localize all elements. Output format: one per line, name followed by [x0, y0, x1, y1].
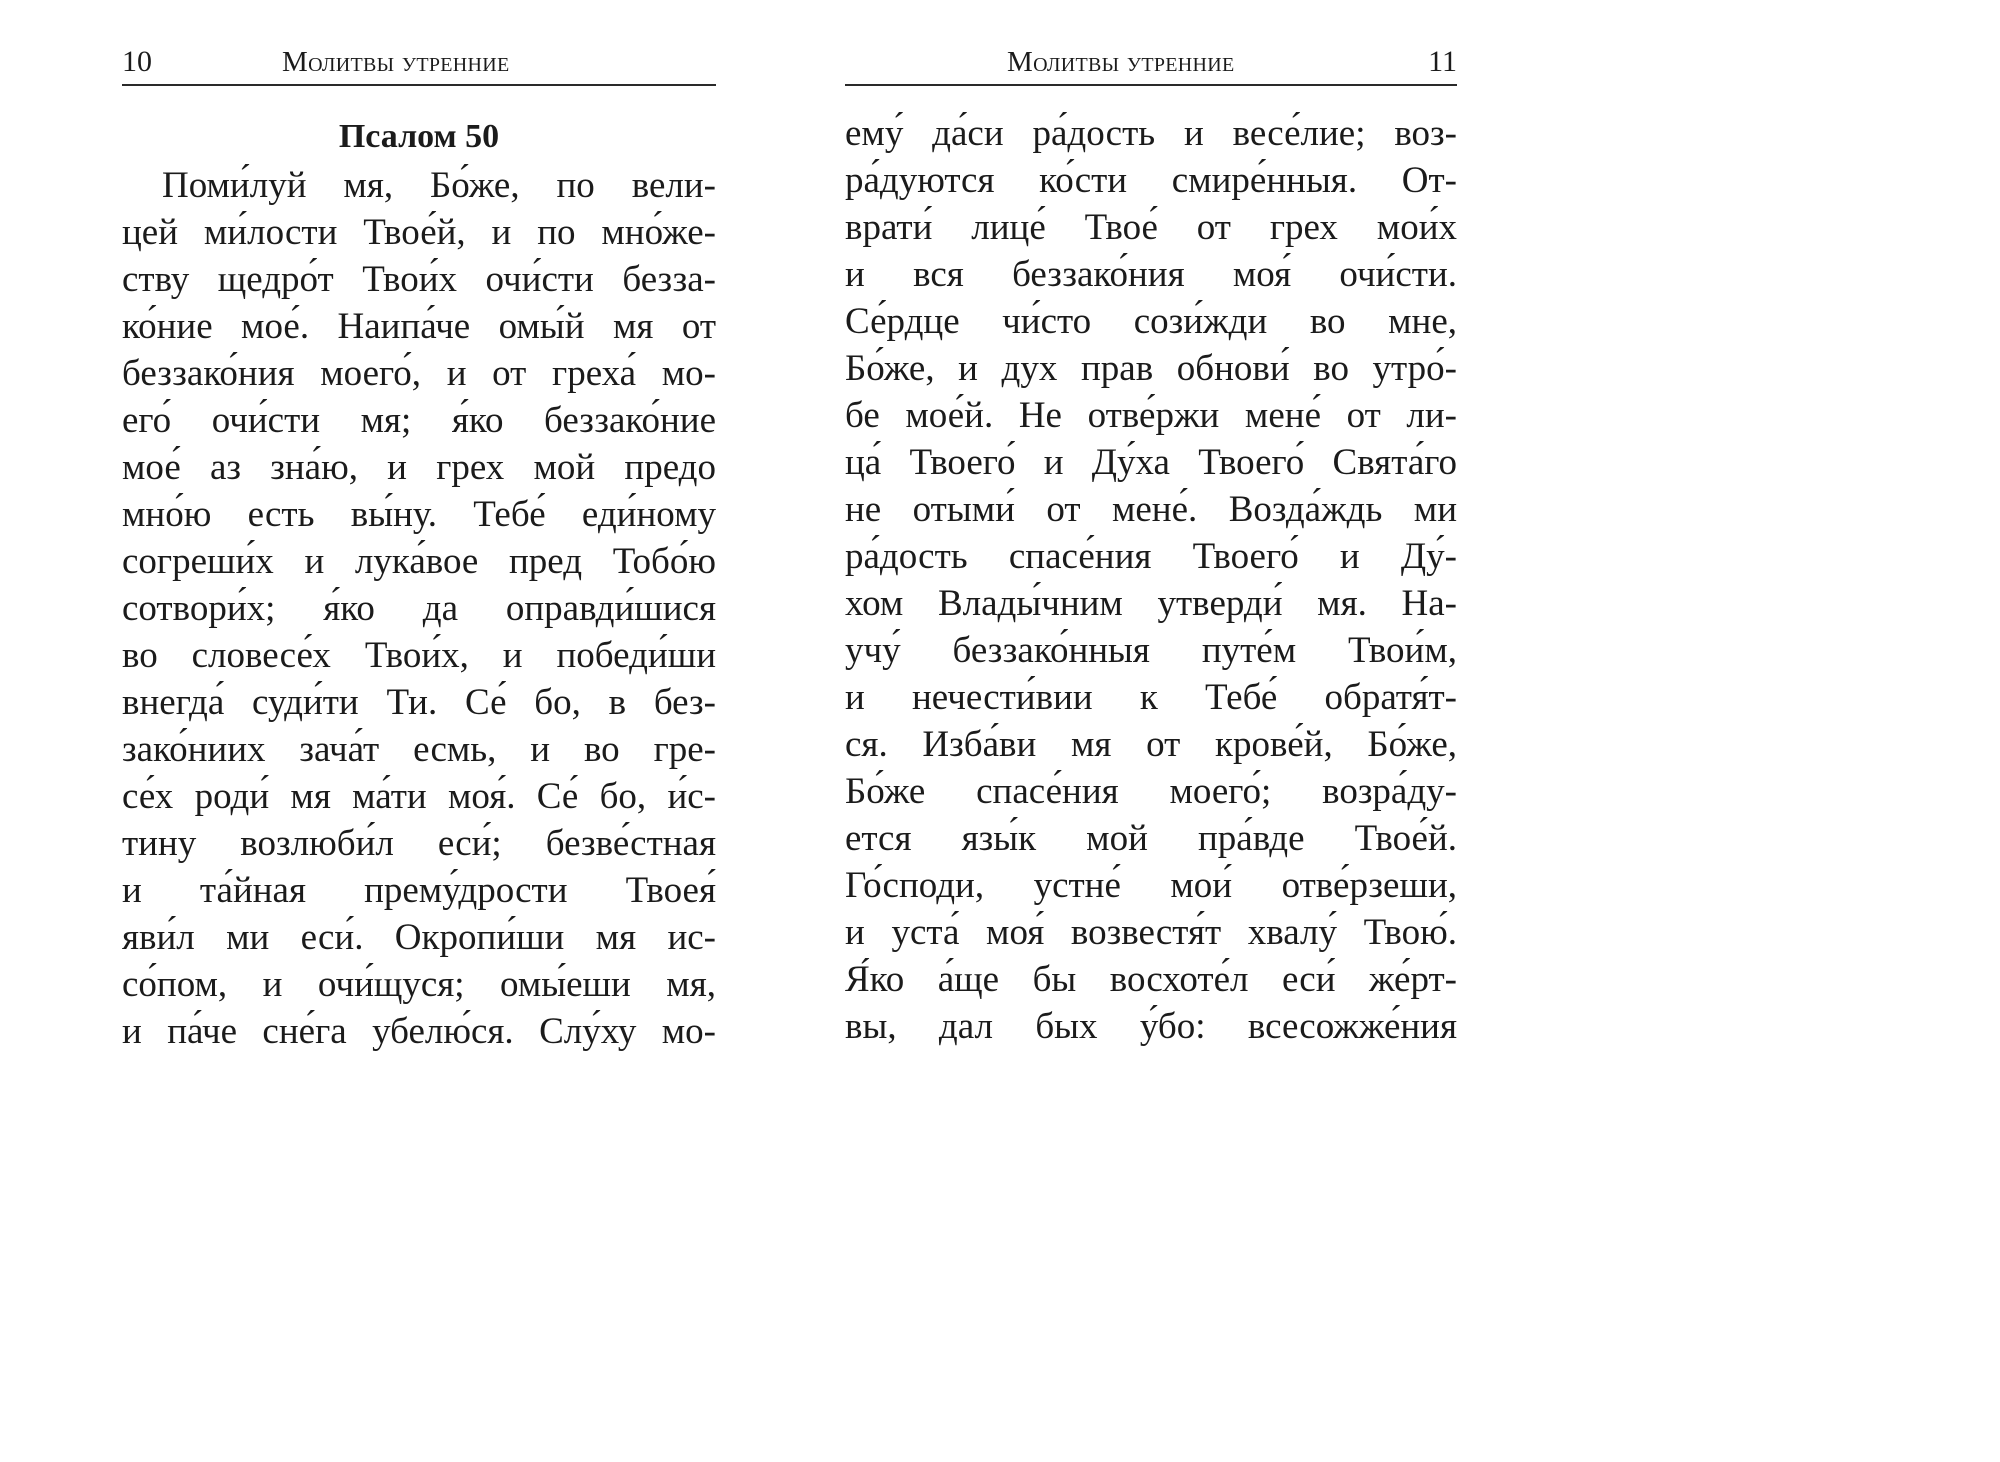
text-line: мое́ аз зна́ю, и грех мой предо — [122, 447, 716, 488]
section-title-left: Молитвы утренние — [282, 46, 510, 78]
text-line: Поми́луй мя, Бо́же, по вели- — [162, 165, 716, 206]
left-page — [122, 0, 716, 1143]
text-line: и уста́ моя́ возвестя́т хвалу́ Твою́. — [845, 912, 1457, 953]
right-page-text — [845, 110, 1457, 1050]
text-line: не отыми́ от мене́. Возда́ждь ми — [845, 489, 1457, 530]
page-number-right: 11 — [1428, 45, 1457, 78]
text-line: и па́че сне́га убелю́ся. Слу́ху мо- — [122, 1011, 716, 1052]
text-line: ется язы́к мой пра́вде Твое́й. — [845, 818, 1457, 859]
text-line: цей ми́лости Твое́й, и по мно́же- — [122, 212, 716, 253]
text-line: яви́л ми еси́. Окропи́ши мя ис- — [122, 917, 716, 958]
text-line: его́ очи́сти мя; я́ко беззако́ние — [122, 400, 716, 441]
text-line: во словесе́х Твои́х, и победи́ши — [122, 635, 716, 676]
text-line: бе мое́й. Не отве́ржи мене́ от ли- — [845, 395, 1457, 436]
left-page-text — [122, 162, 716, 1055]
running-head-left — [122, 36, 716, 86]
text-line: внегда́ суди́ти Ти. Се́ бо, в без- — [122, 682, 716, 723]
text-line: зако́ниих зача́т есмь, и во гре- — [122, 729, 716, 770]
text-line: се́х роди́ мя ма́ти моя́. Се́ бо, и́с- — [122, 776, 716, 817]
text-line: тину возлюби́л еси́; безве́стная — [122, 823, 716, 864]
running-head-right — [845, 36, 1457, 86]
text-line: ся. Изба́ви мя от крове́й, Бо́же, — [845, 724, 1457, 765]
text-line: со́пом, и очи́щуся; омы́еши мя, — [122, 964, 716, 1005]
text-line: и вся беззако́ния моя́ очи́сти. — [845, 254, 1457, 295]
text-line: Бо́же спасе́ния моего́; возра́ду- — [845, 771, 1457, 812]
text-line: ему́ да́си ра́дость и весе́лие; воз- — [845, 113, 1457, 154]
text-line: Бо́же, и дух прав обнови́ во утро́- — [845, 348, 1457, 389]
text-line: ра́дуются ко́сти смире́нныя. От- — [845, 160, 1457, 201]
text-line: учу́ беззако́нныя путе́м Твои́м, — [845, 630, 1457, 671]
text-line: Го́споди, устне́ мои́ отве́рзеши, — [845, 865, 1457, 906]
text-line: и та́йная прему́дрости Твоея́ — [122, 870, 716, 911]
text-line: сотвори́х; я́ко да оправди́шися — [122, 588, 716, 629]
text-line: вы, дал бых у́бо: всесожже́ния — [845, 1006, 1457, 1047]
psalm-heading: Псалом 50 — [338, 118, 500, 155]
page-number-left: 10 — [122, 45, 152, 78]
text-line: мно́ю есть вы́ну. Тебе́ еди́ному — [122, 494, 716, 535]
text-line: Се́рдце чи́сто сози́жди во мне, — [845, 301, 1457, 342]
text-line: ству щедро́т Твои́х очи́сти безза- — [122, 259, 716, 300]
text-line: беззако́ния моего́, и от греха́ мо- — [122, 353, 716, 394]
text-line: и нечести́вии к Тебе́ обратя́т- — [845, 677, 1457, 718]
right-page — [845, 0, 1457, 1143]
section-title-right: Молитвы утренние — [1007, 46, 1235, 78]
text-line: ко́ние мое́. Наипа́че омы́й мя от — [122, 306, 716, 347]
text-line: ра́дость спасе́ния Твоего́ и Ду́- — [845, 536, 1457, 577]
text-line: врати́ лице́ Твое́ от грех мои́х — [845, 207, 1457, 248]
text-line: ца́ Твоего́ и Ду́ха Твоего́ Свята́го — [845, 442, 1457, 483]
text-line: согреши́х и лука́вое пред Тобо́ю — [122, 541, 716, 582]
text-line: Я́ко а́ще бы восхоте́л еси́ же́рт- — [845, 959, 1457, 1000]
text-line: хом Влады́чним утверди́ мя. На- — [845, 583, 1457, 624]
